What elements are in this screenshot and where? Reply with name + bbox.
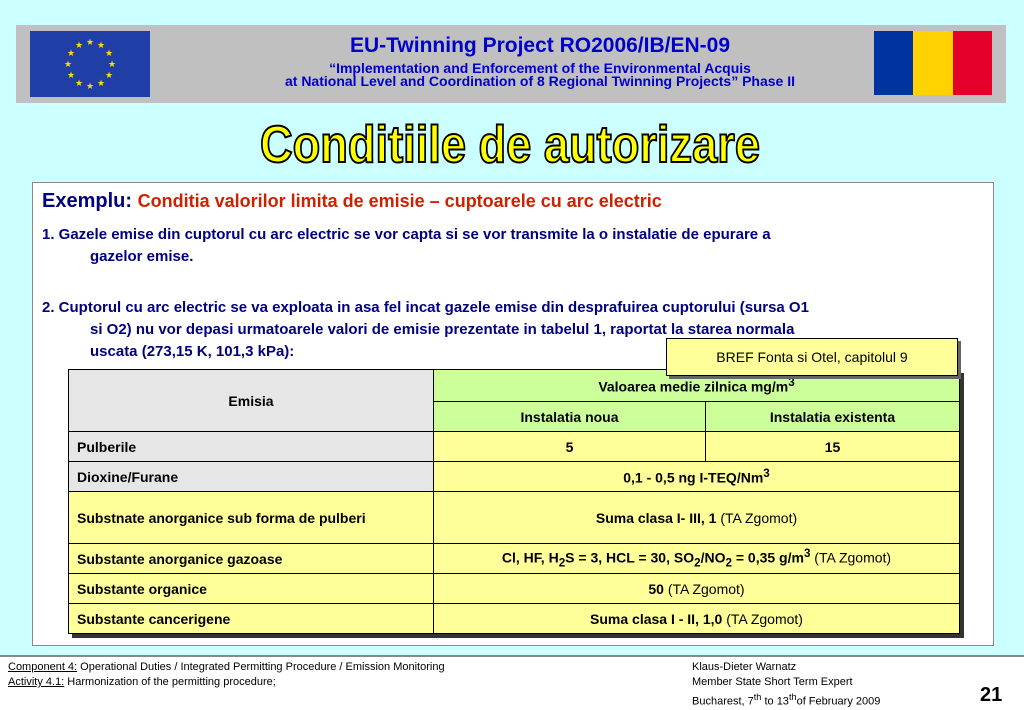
row-name: Substante anorganice gazoase	[69, 544, 434, 574]
header-instalatia-noua: Instalatia noua	[434, 402, 706, 432]
row-name: Dioxine/Furane	[69, 462, 434, 492]
row-value: Cl, HF, $H_2S = 3$, HCL = 30, $SO_2/NO_2 = 0,35$ $g/m^3$ (TA Zgomot)	[434, 544, 960, 574]
paragraph-1	[42, 224, 972, 268]
footer-activity: Activity 4.1: Harmonization of the permitting procedure;	[8, 676, 276, 688]
slide-title	[200, 110, 820, 176]
paragraph-2-line-2: si O2) nu vor depasi urmatoarele valori de emisie prezentate in tabelul 1, raportat la starea normala	[90, 321, 795, 338]
row-value: Suma clasa I- III, 1 (TA Zgomot)	[434, 492, 960, 544]
project-subtitle-2: at National Level and Coordination of 8 Regional Twinning Projects” Phase II	[284, 73, 796, 89]
table-row	[69, 544, 960, 574]
footer-role: Member State Short Term Expert	[692, 676, 853, 688]
example-heading	[42, 190, 662, 213]
example-label: Exemplu:	[42, 190, 133, 212]
row-value: 0,1 - 0,5 ng I-TEQ/Nm$^3$	[434, 462, 960, 492]
paragraph-2-line-3: uscata (273,15 K, 101,3 kPa):	[90, 343, 295, 360]
svg-text:★: ★	[104, 49, 114, 59]
slide-title-text: Conditiile de autorizare	[260, 116, 760, 174]
header-instalatia-existenta: Instalatia existenta	[706, 402, 960, 432]
svg-text:★: ★	[63, 60, 73, 70]
svg-text:★: ★	[85, 82, 95, 92]
project-title: EU-Twinning Project RO2006/IB/EN-09	[349, 34, 731, 57]
row-name: Pulberile	[69, 432, 434, 462]
row-value: Suma clasa I - II, 1,0 (TA Zgomot)	[434, 604, 960, 634]
footer-component: Component 4: Operational Duties / Integrated Permitting Procedure / Emission Monitoring	[8, 661, 445, 673]
row-value-noua: 5	[434, 432, 706, 462]
table-row	[69, 462, 960, 492]
table-row	[69, 432, 960, 462]
emission-limits-table	[68, 369, 960, 634]
page-number: 21	[980, 684, 1003, 706]
row-name: Substnate anorganice sub forma de pulberi	[69, 492, 434, 544]
example-text: Conditia valorilor limita de emisie – cuptoarele cu arc electric	[137, 191, 662, 211]
header-emisia: Emisia	[69, 370, 434, 432]
row-name: Substante organice	[69, 574, 434, 604]
header-valoarea: Valoarea medie zilnica $mg/m^3$	[434, 370, 960, 402]
svg-text:★: ★	[85, 38, 95, 48]
paragraph-1-line-1: 1. Gazele emise din cuptorul cu arc electric se vor capta si se vor transmite la o instalatie de epurare a	[42, 226, 771, 243]
table-row	[69, 492, 960, 544]
svg-text:★: ★	[66, 71, 76, 81]
footer-divider	[0, 655, 1024, 657]
row-name: Substante cancerigene	[69, 604, 434, 634]
svg-text:★: ★	[74, 79, 84, 89]
paragraph-2-line-1: 2. Cuptorul cu arc electric se va exploata in asa fel incat gazele emise din desprafuirea cuptorului (sursa O1	[42, 299, 809, 316]
footer-author: Klaus-Dieter Warnatz	[692, 661, 797, 673]
footer-left	[8, 660, 445, 690]
table-row	[69, 604, 960, 634]
footer-place-date: Bucharest, 7th to 13thof February 2009	[692, 692, 881, 708]
bref-note: BREF Fonta si Otel, capitolul 9	[666, 338, 958, 376]
row-value: 50 (TA Zgomot)	[434, 574, 960, 604]
paragraph-1-line-2: gazelor emise.	[90, 248, 194, 265]
svg-text:★: ★	[96, 79, 106, 89]
svg-text:★: ★	[96, 41, 106, 51]
table-row	[69, 574, 960, 604]
svg-text:★: ★	[66, 49, 76, 59]
project-subtitle-1: “Implementation and Enforcement of the Environmental Acquis	[329, 60, 751, 76]
eu-flag-icon	[30, 31, 150, 97]
svg-text:★: ★	[104, 71, 114, 81]
svg-text:★: ★	[74, 41, 84, 51]
row-value-existenta: 15	[706, 432, 960, 462]
svg-text:★: ★	[107, 60, 117, 70]
romania-flag-icon	[874, 31, 992, 95]
footer-right	[692, 660, 880, 710]
